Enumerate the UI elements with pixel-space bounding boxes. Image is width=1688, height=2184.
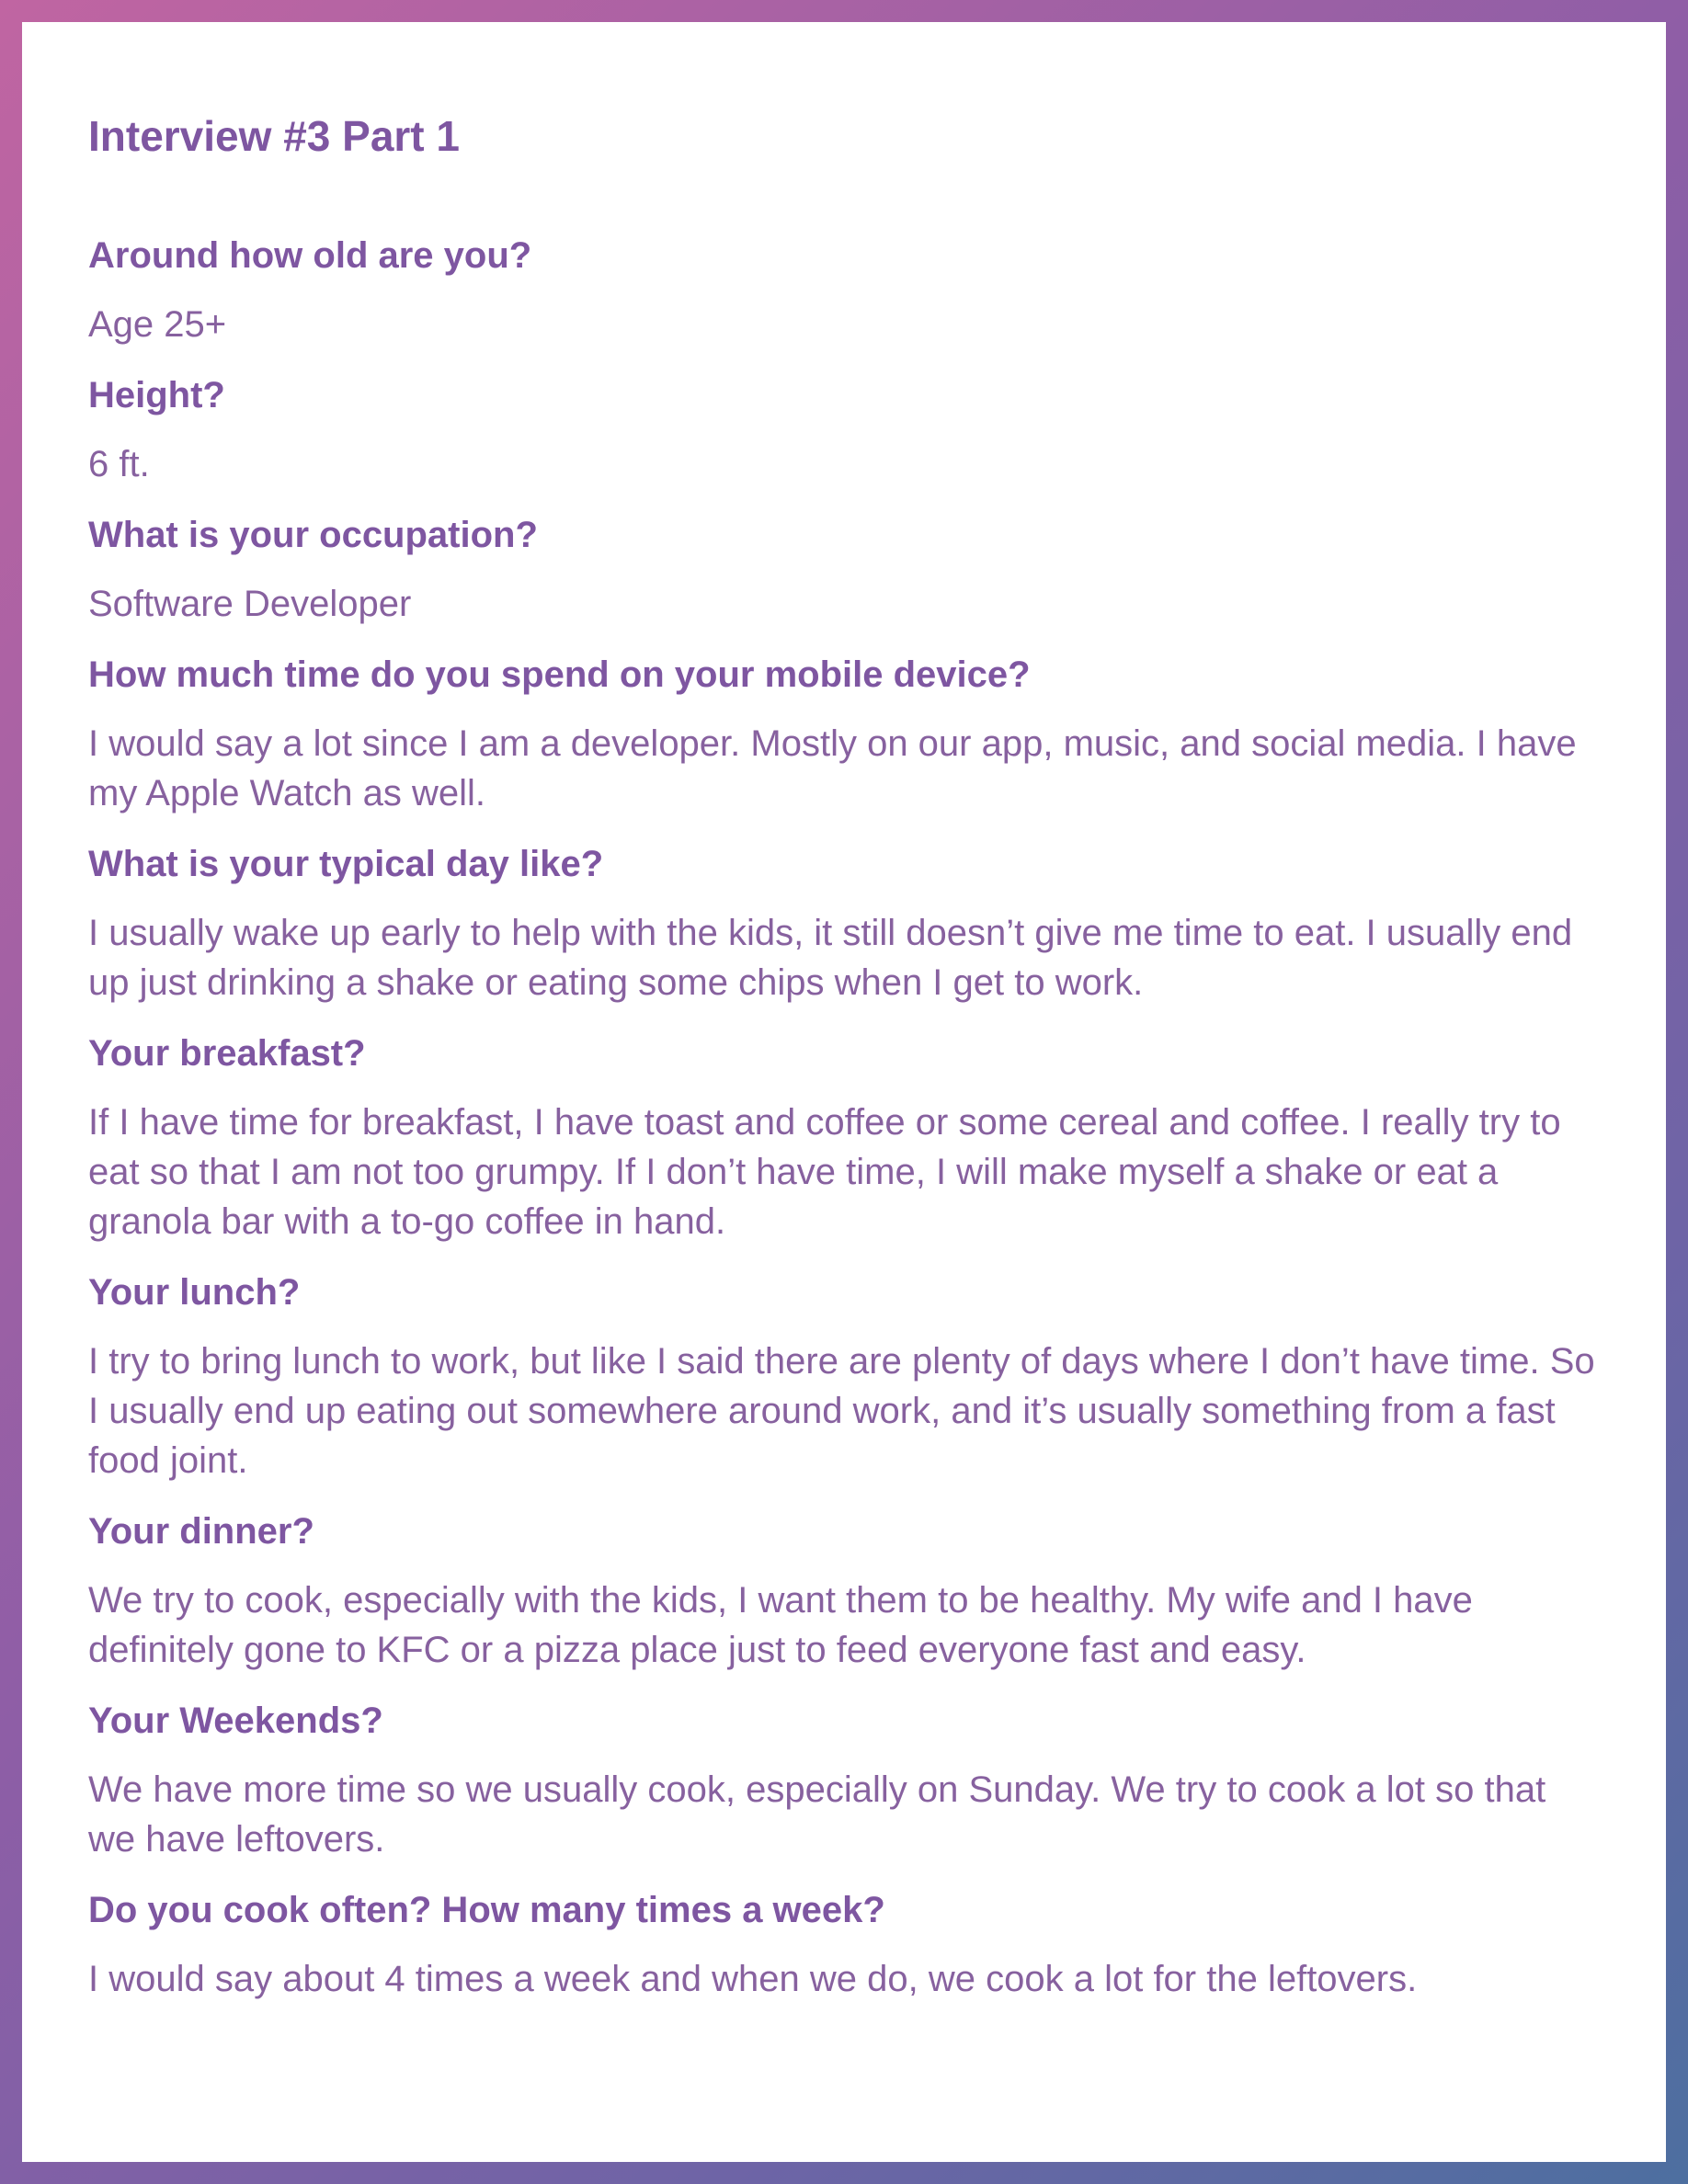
qa-item-mobile-time [88, 647, 1602, 818]
answer-text: Software Developer [88, 584, 412, 624]
question-text: Around how old are you? [88, 235, 532, 276]
qa-item-age [88, 228, 1602, 349]
qa-item-weekends [88, 1693, 1602, 1864]
answer-text: 6 ft. [88, 444, 150, 484]
answer-text: I would say about 4 times a week and when we do, we cook a lot for the leftovers. [88, 1959, 1418, 1999]
answer-text: Age 25+ [88, 304, 227, 345]
answer-text: I would say a lot since I am a developer. Mostly on our app, music, and social media. I have my Apple Watch as well. [88, 723, 1577, 813]
answer-text: We have more time so we usually cook, especially on Sunday. We try to cook a lot so that we have leftovers. [88, 1769, 1546, 1860]
answer-text: We try to cook, especially with the kids, I want them to be healthy. My wife and I have definitely gone to KFC or a pizza place just to feed everyone fast and easy. [88, 1580, 1473, 1670]
qa-item-occupation [88, 507, 1602, 629]
question-text: Your Weekends? [88, 1701, 383, 1741]
qa-item-lunch [88, 1265, 1602, 1485]
question-text: Do you cook often? How many times a week? [88, 1890, 885, 1930]
question-text: Your breakfast? [88, 1033, 366, 1074]
answer-text: I usually wake up early to help with the kids, it still doesn’t give me time to eat. I usually end up just drinking a shake or eating some chips when I get to work. [88, 913, 1573, 1003]
question-text: How much time do you spend on your mobile device? [88, 654, 1031, 695]
question-text: Height? [88, 375, 225, 415]
answer-text: I try to bring lunch to work, but like I said there are plenty of days where I don’t have time. So I usually end up eating out somewhere around work, and it’s usually something from a fast food joint. [88, 1341, 1595, 1481]
interview-document [22, 22, 1666, 2162]
qa-item-cook-often [88, 1883, 1602, 2004]
answer-text: If I have time for breakfast, I have toast and coffee or some cereal and coffee. I really try to eat so that I am not too grumpy. If I don’t have time, I will make myself a shake or eat a granola bar with a to-go coffee in hand. [88, 1102, 1561, 1242]
qa-item-breakfast [88, 1026, 1602, 1246]
qa-item-height [88, 368, 1602, 489]
qa-item-typical-day [88, 836, 1602, 1007]
document-title: Interview #3 Part 1 [88, 112, 460, 160]
qa-item-dinner [88, 1504, 1602, 1675]
question-text: Your dinner? [88, 1511, 314, 1552]
question-text: What is your occupation? [88, 515, 538, 555]
question-text: Your lunch? [88, 1272, 301, 1313]
question-text: What is your typical day like? [88, 844, 604, 884]
